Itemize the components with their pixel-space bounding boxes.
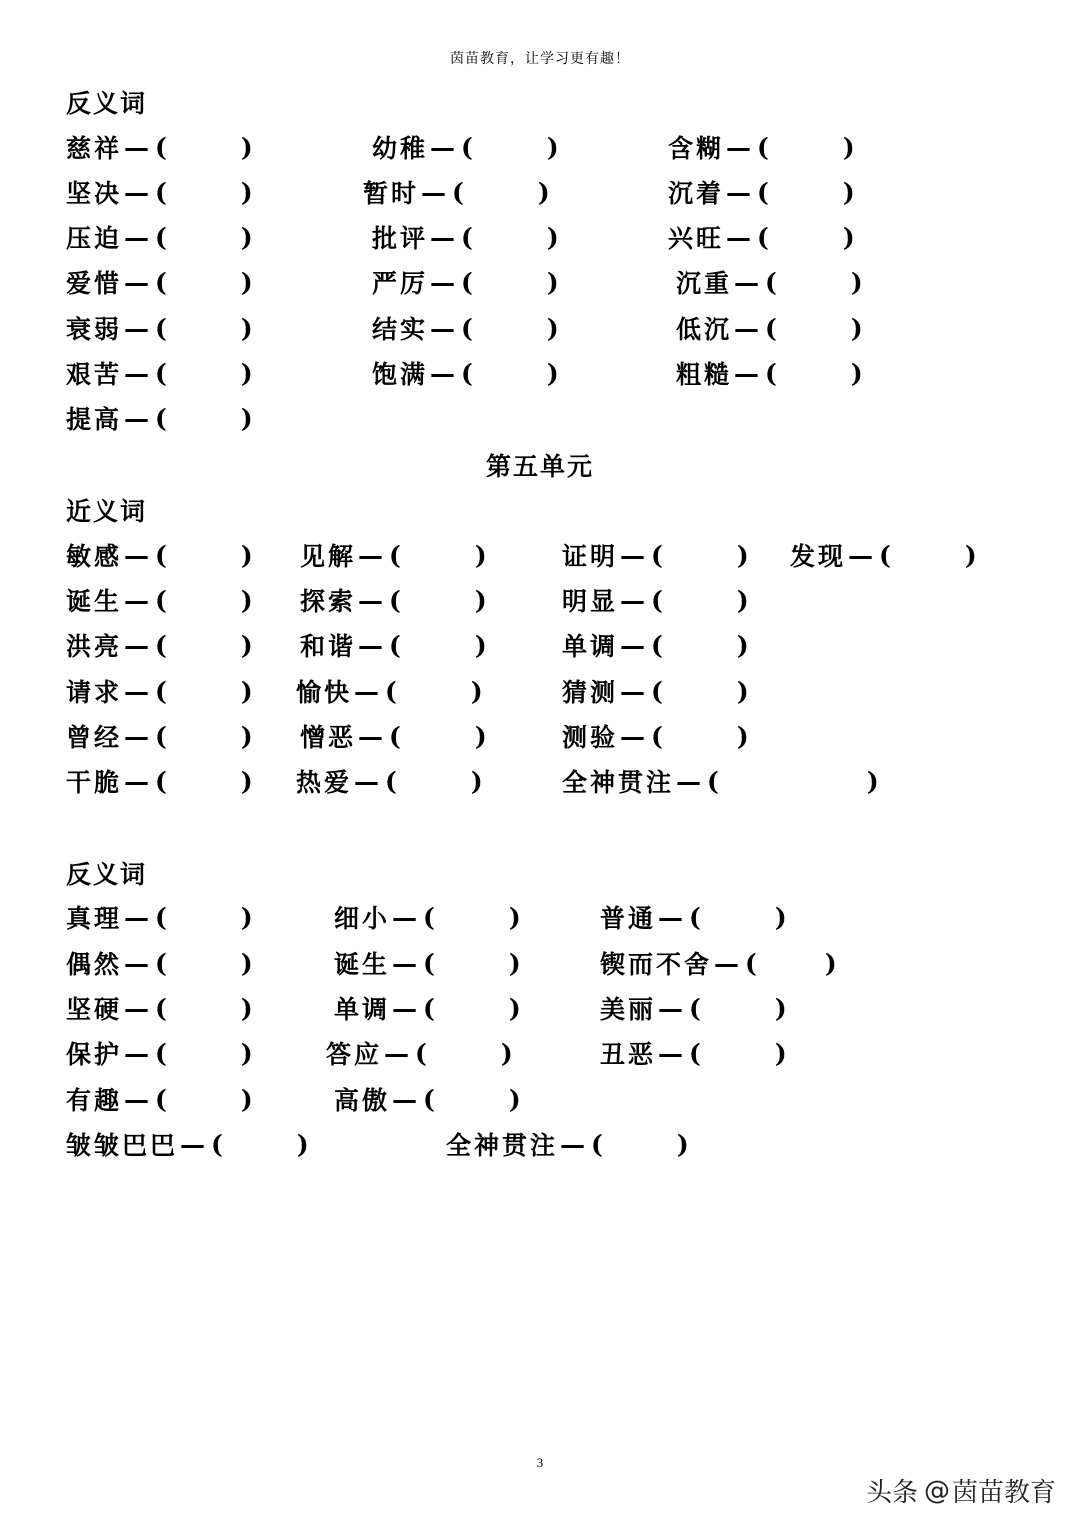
antonym-item: 粗糙 — ( ): [676, 356, 863, 390]
answer-blank[interactable]: [719, 767, 867, 795]
answer-blank[interactable]: [701, 994, 775, 1022]
answer-blank[interactable]: [167, 359, 241, 387]
antonym-item: 沉着 — ( ): [668, 175, 855, 209]
antonym-item: 暂时 — ( ): [363, 175, 550, 209]
antonym-item: 饱满 — ( ): [372, 356, 559, 390]
answer-blank[interactable]: [435, 903, 509, 931]
word: 锲而不舍: [600, 950, 713, 979]
page-number: 3: [536, 1455, 544, 1470]
answer-blank[interactable]: [473, 359, 547, 387]
word: 热爱: [296, 768, 353, 797]
word: 幼稚: [372, 134, 429, 163]
answer-blank[interactable]: [167, 994, 241, 1022]
word: 保护: [66, 1040, 123, 1069]
answer-blank[interactable]: [891, 541, 965, 569]
synonym-item: 热爱 — ( ): [296, 764, 483, 798]
answer-blank[interactable]: [167, 178, 241, 206]
antonym-item: 兴旺 — ( ): [668, 220, 855, 254]
antonym-item: 诞生 — ( ): [334, 946, 521, 980]
word: 和谐: [300, 632, 357, 661]
word: 细小: [334, 904, 391, 933]
word: 艰苦: [66, 360, 123, 389]
answer-blank[interactable]: [777, 359, 851, 387]
answer-blank[interactable]: [167, 722, 241, 750]
synonym-item: 证明 — ( ): [562, 538, 749, 572]
answer-blank[interactable]: [167, 1039, 241, 1067]
word: 敏感: [66, 542, 123, 571]
antonym-item: 美丽 — ( ): [600, 991, 787, 1025]
answer-blank[interactable]: [401, 586, 475, 614]
word: 洪亮: [66, 632, 123, 661]
answer-blank[interactable]: [223, 1130, 297, 1158]
synonym-item: 诞生 — ( ): [66, 583, 253, 617]
word: 明显: [562, 587, 619, 616]
answer-blank[interactable]: [663, 722, 737, 750]
word: 饱满: [372, 360, 429, 389]
word: 猜测: [562, 678, 619, 707]
antonym-item: 普通 — ( ): [600, 900, 787, 934]
synonym-item: 见解 — ( ): [300, 538, 487, 572]
watermark-name: 茵苗教育: [951, 1478, 1056, 1508]
word: 含糊: [668, 134, 725, 163]
answer-blank[interactable]: [401, 722, 475, 750]
word: 普通: [600, 904, 657, 933]
word: 全神贯注: [446, 1131, 559, 1160]
word: 粗糙: [676, 360, 733, 389]
answer-blank[interactable]: [167, 631, 241, 659]
word: 坚硬: [66, 995, 123, 1024]
word: 结实: [372, 315, 429, 344]
antonym-item: 严厉 — ( ): [372, 265, 559, 299]
word: 诞生: [334, 950, 391, 979]
antonym-item: 丑恶 — ( ): [600, 1036, 787, 1070]
antonym-item: 低沉 — ( ): [676, 311, 863, 345]
word: 探索: [300, 587, 357, 616]
synonym-item: 猜测 — ( ): [562, 674, 749, 708]
word: 衰弱: [66, 315, 123, 344]
answer-blank[interactable]: [464, 178, 538, 206]
answer-blank[interactable]: [167, 314, 241, 342]
synonym-item: 敏感 — ( ): [66, 538, 253, 572]
word: 美丽: [600, 995, 657, 1024]
word: 严厉: [372, 269, 429, 298]
word: 证明: [562, 542, 619, 571]
answer-blank[interactable]: [167, 541, 241, 569]
antonym-item: 爱惜 — ( ): [66, 265, 253, 299]
word: 批评: [372, 224, 429, 253]
answer-blank[interactable]: [167, 1085, 241, 1113]
word: 压迫: [66, 224, 123, 253]
answer-blank[interactable]: [401, 631, 475, 659]
answer-blank[interactable]: [701, 1039, 775, 1067]
antonym-item: 保护 — ( ): [66, 1036, 253, 1070]
answer-blank[interactable]: [435, 1085, 509, 1113]
answer-blank[interactable]: [757, 949, 825, 977]
antonym-item: 有趣 — ( ): [66, 1082, 253, 1116]
word: 有趣: [66, 1086, 123, 1115]
answer-blank[interactable]: [167, 404, 241, 432]
word: 沉重: [676, 269, 733, 298]
word: 曾经: [66, 723, 123, 752]
word: 丑恶: [600, 1040, 657, 1069]
answer-blank[interactable]: [167, 223, 241, 251]
antonym-item: 坚决 — ( ): [66, 175, 253, 209]
antonym-item: 结实 — ( ): [372, 311, 559, 345]
answer-blank[interactable]: [397, 677, 471, 705]
antonym-item: 坚硬 — ( ): [66, 991, 253, 1025]
answer-blank[interactable]: [769, 223, 843, 251]
antonym-item: 幼稚 — ( ): [372, 130, 559, 164]
page-header: 茵苗教育，让学习更有趣！: [450, 51, 630, 67]
word: 见解: [300, 542, 357, 571]
antonym-item: 锲而不舍 — ( ): [600, 946, 837, 980]
antonym-item: 皱皱巴巴 — ( ): [66, 1127, 309, 1161]
synonym-item: 全神贯注 — ( ): [562, 764, 879, 798]
synonym-item: 和谐 — ( ): [300, 628, 487, 662]
answer-blank[interactable]: [769, 133, 843, 161]
synonym-item: 测验 — ( ): [562, 719, 749, 753]
synonym-item: 曾经 — ( ): [66, 719, 253, 753]
word: 高傲: [334, 1086, 391, 1115]
synonym-item: 单调 — ( ): [562, 628, 749, 662]
antonym-item: 压迫 — ( ): [66, 220, 253, 254]
synonyms-heading: 近义词: [66, 497, 148, 526]
word: 真理: [66, 904, 123, 933]
antonym-item: 答应 — ( ): [326, 1036, 513, 1070]
antonym-item: 含糊 — ( ): [668, 130, 855, 164]
answer-blank[interactable]: [473, 133, 547, 161]
antonym-item: 批评 — ( ): [372, 220, 559, 254]
answer-blank[interactable]: [167, 949, 241, 977]
word: 单调: [562, 632, 619, 661]
word: 单调: [334, 995, 391, 1024]
unit-title: 第五单元: [485, 452, 594, 481]
answer-blank[interactable]: [167, 767, 241, 795]
answer-blank[interactable]: [663, 631, 737, 659]
antonym-item: 提高 — ( ): [66, 401, 253, 435]
answer-blank[interactable]: [777, 314, 851, 342]
answer-blank[interactable]: [473, 314, 547, 342]
antonyms-heading-1: 反义词: [66, 89, 148, 118]
antonyms-heading-2: 反义词: [66, 860, 148, 889]
answer-blank[interactable]: [167, 133, 241, 161]
word: 诞生: [66, 587, 123, 616]
answer-blank[interactable]: [663, 586, 737, 614]
antonym-item: 高傲 — ( ): [334, 1082, 521, 1116]
word: 全神贯注: [562, 768, 675, 797]
word: 发现: [790, 542, 847, 571]
answer-blank[interactable]: [435, 949, 509, 977]
word: 答应: [326, 1040, 383, 1069]
answer-blank[interactable]: [473, 223, 547, 251]
word: 提高: [66, 405, 123, 434]
synonym-item: 干脆 — ( ): [66, 764, 253, 798]
word: 偶然: [66, 950, 123, 979]
word: 憎恶: [300, 723, 357, 752]
synonym-item: 愉快 — ( ): [296, 674, 483, 708]
watermark-at: @: [923, 1475, 950, 1506]
answer-blank[interactable]: [427, 1039, 501, 1067]
synonym-item: 请求 — ( ): [66, 674, 253, 708]
watermark-brand: 头条: [865, 1478, 918, 1508]
answer-blank[interactable]: [663, 677, 737, 705]
answer-blank[interactable]: [701, 903, 775, 931]
word: 皱皱巴巴: [66, 1131, 179, 1160]
answer-blank[interactable]: [473, 268, 547, 296]
word: 请求: [66, 678, 123, 707]
synonym-item: 明显 — ( ): [562, 583, 749, 617]
antonym-item: 慈祥 — ( ): [66, 130, 253, 164]
word: 爱惜: [66, 269, 123, 298]
antonym-item: 细小 — ( ): [334, 900, 521, 934]
antonym-item: 单调 — ( ): [334, 991, 521, 1025]
answer-blank[interactable]: [167, 677, 241, 705]
antonym-item: 真理 — ( ): [66, 900, 253, 934]
antonym-item: 偶然 — ( ): [66, 946, 253, 980]
synonym-item: 探索 — ( ): [300, 583, 487, 617]
answer-blank[interactable]: [663, 541, 737, 569]
answer-blank[interactable]: [167, 268, 241, 296]
answer-blank[interactable]: [167, 586, 241, 614]
answer-blank[interactable]: [167, 903, 241, 931]
word: 愉快: [296, 678, 353, 707]
watermark: [866, 1472, 1056, 1509]
answer-blank[interactable]: [435, 994, 509, 1022]
answer-blank[interactable]: [397, 767, 471, 795]
answer-blank[interactable]: [769, 178, 843, 206]
synonym-item: 憎恶 — ( ): [300, 719, 487, 753]
answer-blank[interactable]: [401, 541, 475, 569]
word: 兴旺: [668, 224, 725, 253]
word: 测验: [562, 723, 619, 752]
antonym-item: 全神贯注 — ( ): [446, 1127, 689, 1161]
answer-blank[interactable]: [603, 1130, 677, 1158]
word: 暂时: [363, 179, 420, 208]
word: 沉着: [668, 179, 725, 208]
word: 坚决: [66, 179, 123, 208]
word: 干脆: [66, 768, 123, 797]
word: 低沉: [676, 315, 733, 344]
synonym-item: 洪亮 — ( ): [66, 628, 253, 662]
antonym-item: 艰苦 — ( ): [66, 356, 253, 390]
synonym-item: 发现 — ( ): [790, 538, 977, 572]
antonym-item: 沉重 — ( ): [676, 265, 863, 299]
answer-blank[interactable]: [777, 268, 851, 296]
antonym-item: 衰弱 — ( ): [66, 311, 253, 345]
word: 慈祥: [66, 134, 123, 163]
